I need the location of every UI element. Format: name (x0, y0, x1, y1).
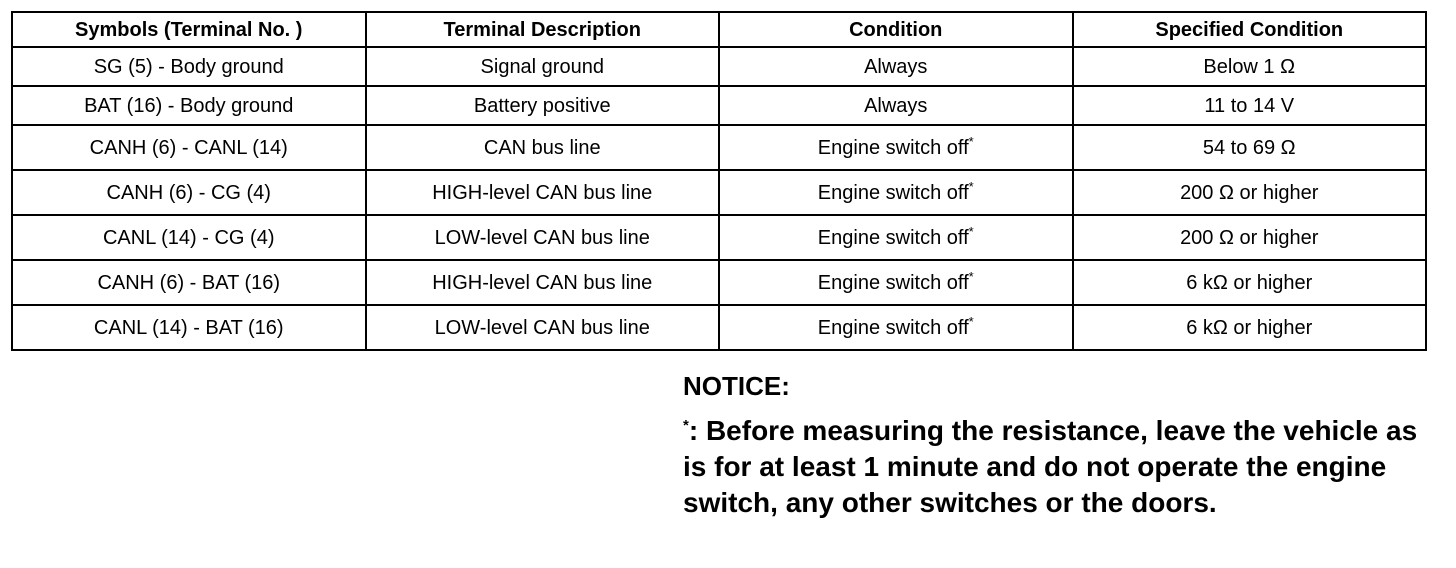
notice-title: NOTICE: (683, 371, 790, 401)
table-row (12, 86, 1426, 125)
condition-text: Engine switch off (817, 181, 969, 204)
terminal-spec-table (11, 11, 1427, 351)
condition-text: Engine switch off (817, 226, 969, 249)
footnote-asterisk: * (968, 178, 974, 194)
column-header-specified-condition: Specified Condition (1073, 12, 1427, 47)
cell-symbol: CANL (14) - BAT (16) (12, 305, 366, 350)
cell-condition (719, 305, 1073, 350)
cell-symbol: CANH (6) - CG (4) (12, 170, 366, 215)
table-row (12, 170, 1426, 215)
notice-text: : Before measuring the resistance, leave the vehicle as is for at least 1 minute and do not operate the engine switch, any other switches or the doors. (683, 415, 1418, 518)
cell-specified: 54 to 69 Ω (1073, 125, 1427, 170)
table-row (12, 215, 1426, 260)
footnote-asterisk: * (968, 223, 974, 239)
condition-text: Engine switch off (817, 271, 969, 294)
condition-text: Always (864, 55, 928, 78)
cell-specified: 11 to 14 V (1073, 86, 1427, 125)
notice-block (683, 371, 1423, 521)
column-header-condition: Condition (719, 12, 1073, 47)
cell-specified: 6 kΩ or higher (1073, 305, 1427, 350)
footnote-asterisk: * (968, 313, 974, 329)
condition-text: Engine switch off (817, 136, 969, 159)
column-header-symbols: Symbols (Terminal No. ) (12, 12, 366, 47)
notice-body (683, 413, 1423, 521)
cell-symbol: CANH (6) - BAT (16) (12, 260, 366, 305)
cell-specified: 200 Ω or higher (1073, 170, 1427, 215)
table-row (12, 260, 1426, 305)
cell-symbol: CANL (14) - CG (4) (12, 215, 366, 260)
cell-description: Battery positive (366, 86, 720, 125)
cell-symbol: SG (5) - Body ground (12, 47, 366, 86)
column-header-terminal-description: Terminal Description (366, 12, 720, 47)
cell-symbol: BAT (16) - Body ground (12, 86, 366, 125)
cell-condition (719, 260, 1073, 305)
footnote-asterisk: * (968, 133, 974, 149)
cell-condition (719, 215, 1073, 260)
condition-text: Always (864, 94, 928, 117)
cell-condition (719, 125, 1073, 170)
table-row (12, 305, 1426, 350)
cell-specified: Below 1 Ω (1073, 47, 1427, 86)
table-row (12, 47, 1426, 86)
cell-description: HIGH-level CAN bus line (366, 260, 720, 305)
table-header-row (12, 12, 1426, 47)
cell-condition (719, 170, 1073, 215)
cell-description: Signal ground (366, 47, 720, 86)
cell-description: CAN bus line (366, 125, 720, 170)
cell-symbol: CANH (6) - CANL (14) (12, 125, 366, 170)
cell-description: HIGH-level CAN bus line (366, 170, 720, 215)
cell-condition (719, 86, 1073, 125)
cell-description: LOW-level CAN bus line (366, 215, 720, 260)
cell-condition (719, 47, 1073, 86)
condition-text: Engine switch off (817, 316, 969, 339)
cell-specified: 200 Ω or higher (1073, 215, 1427, 260)
cell-description: LOW-level CAN bus line (366, 305, 720, 350)
table-row (12, 125, 1426, 170)
cell-specified: 6 kΩ or higher (1073, 260, 1427, 305)
notice-asterisk: * (683, 417, 689, 434)
footnote-asterisk: * (968, 268, 974, 284)
